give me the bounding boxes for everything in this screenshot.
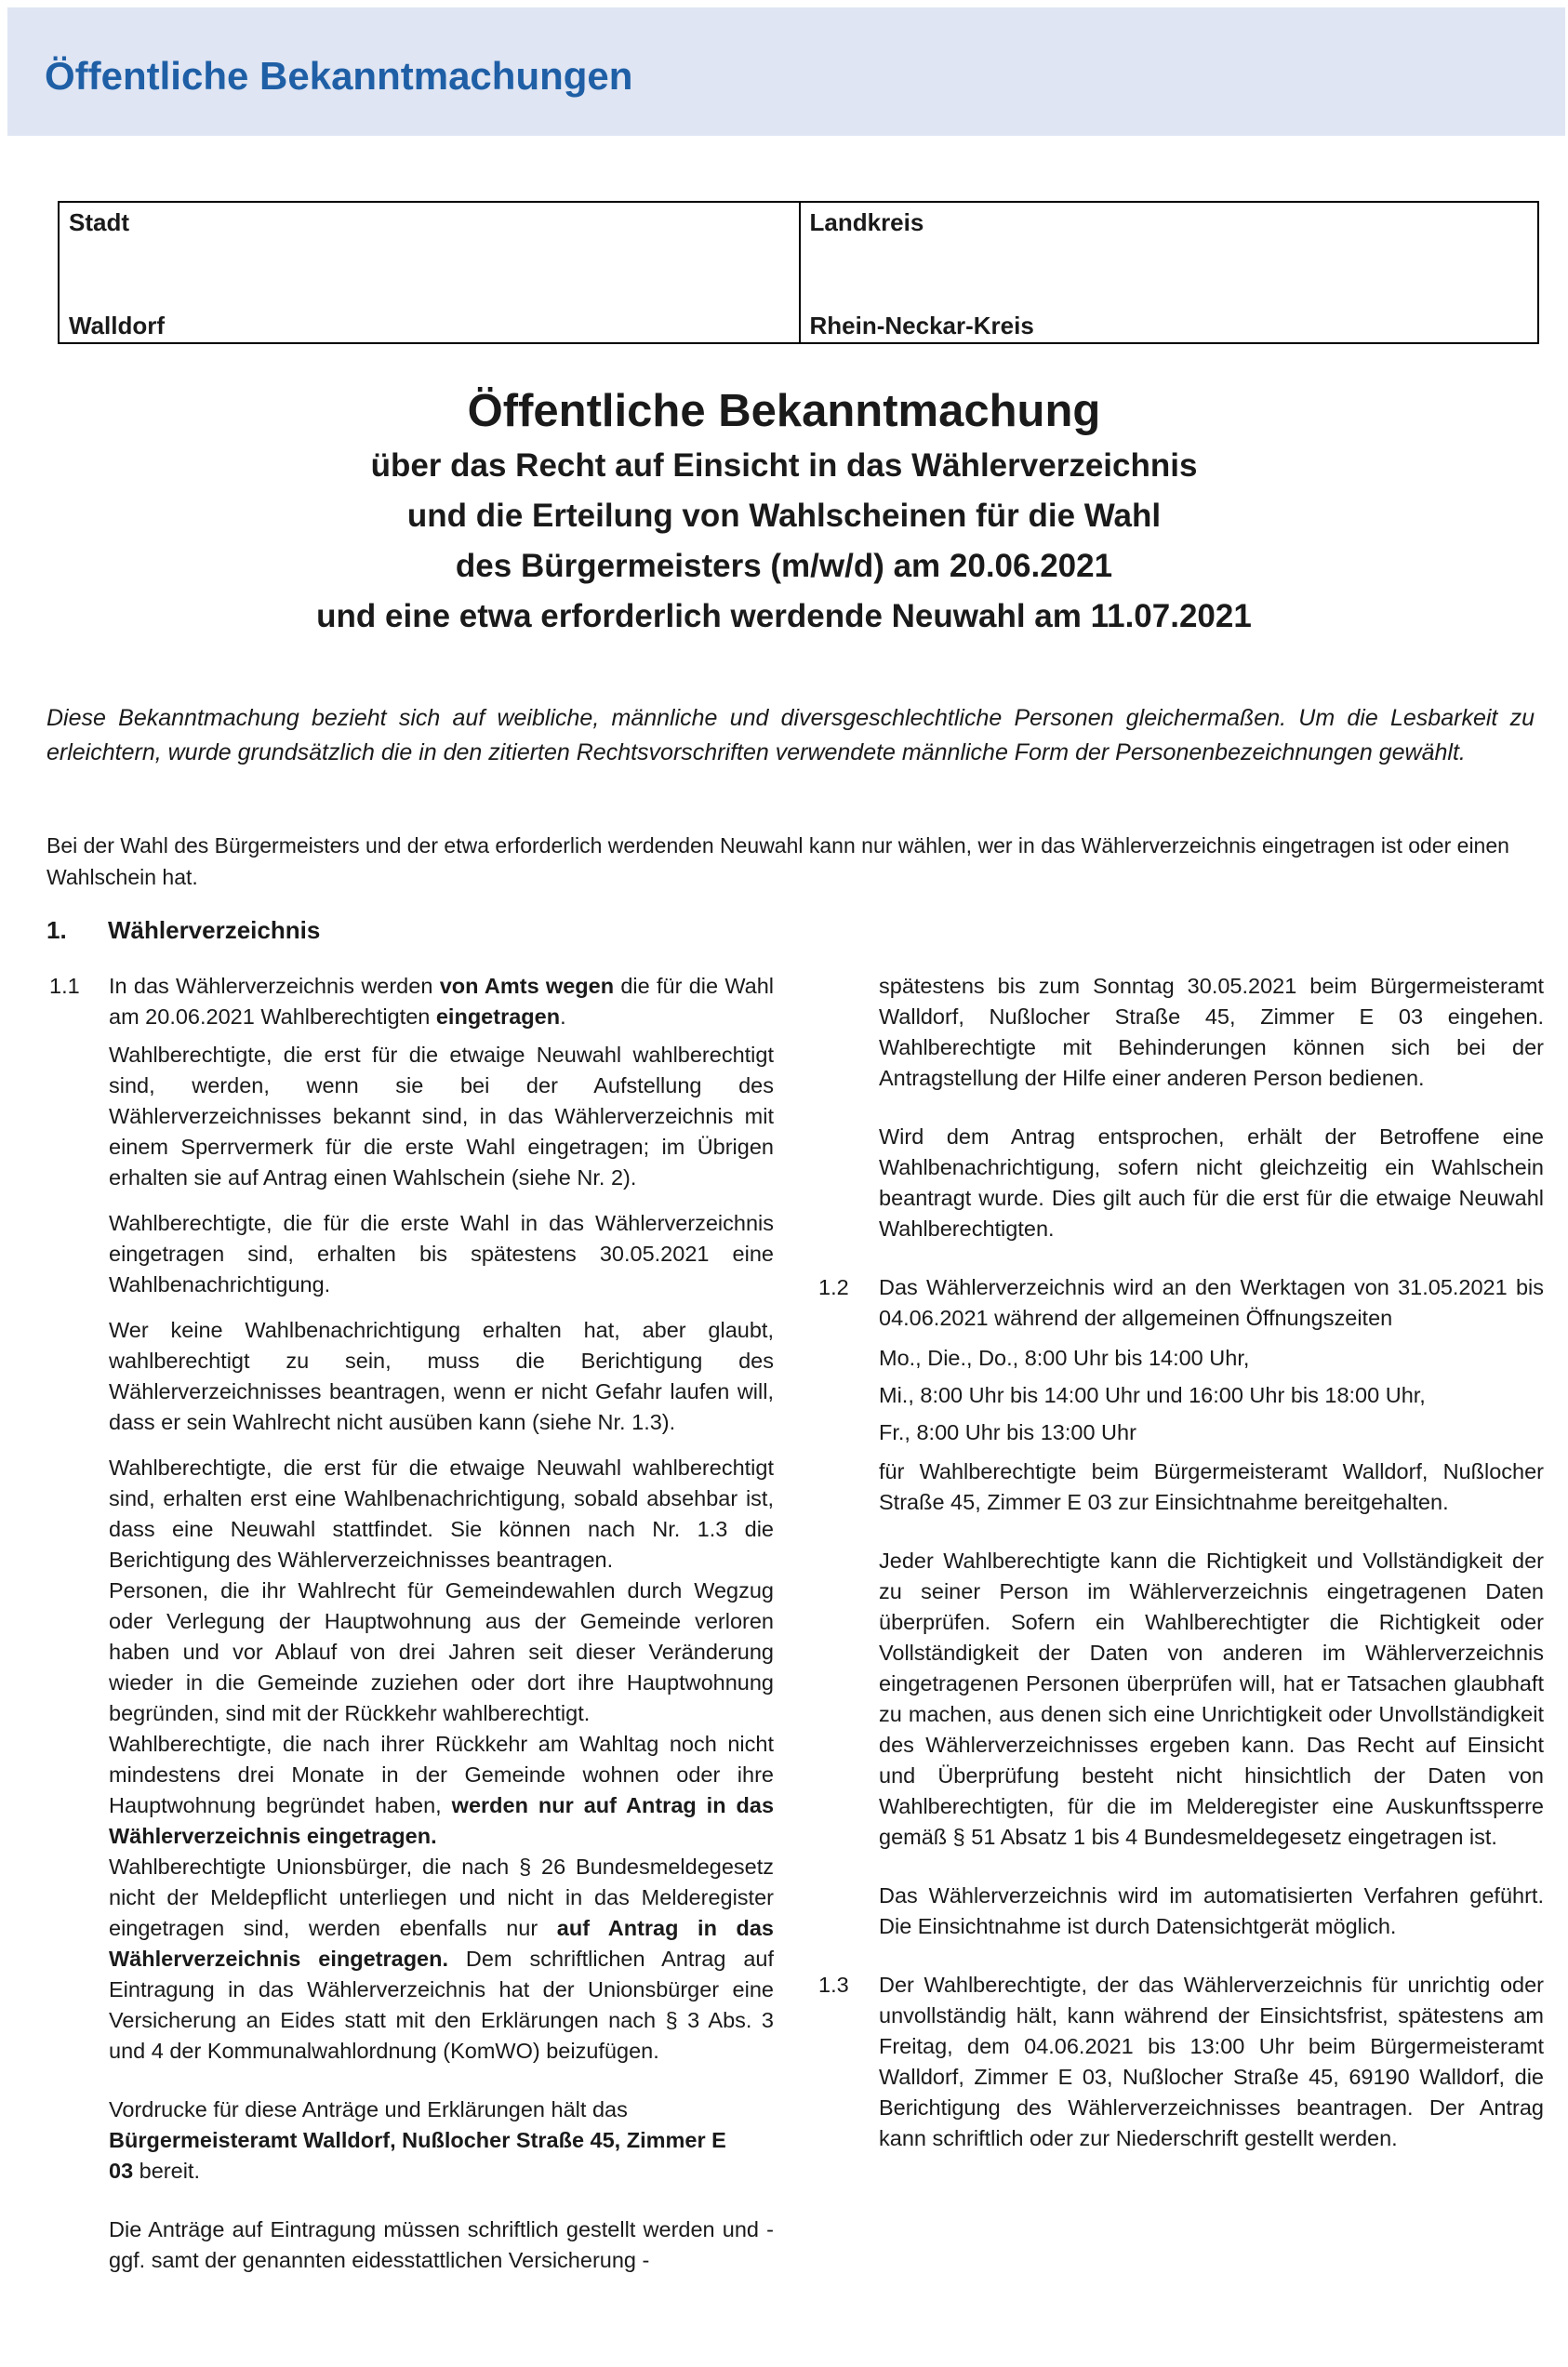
text-run: . [560,1004,566,1029]
right-column [818,971,1544,2169]
text-run: Vordrucke für diese Anträge und Erklärungen hält das [109,2097,628,2121]
text-run: Wahlberechtigte, die nach ihrer Rückkehr am Wahltag noch nicht mindestens drei Monate in der Gemeinde wohnen oder ihre Hauptwohnung begründet haben, [109,1732,774,1817]
item-number-1-2: 1.2 [818,1275,849,1299]
header-banner [7,7,1565,136]
notice-title-block [0,381,1568,642]
bold-run: von Amts wegen [439,974,615,998]
district-label: Landkreis [809,208,924,236]
paragraph [109,1729,774,1852]
city-label: Stadt [69,208,129,236]
paragraph: Das Wählerverzeichnis wird im automatisierten Verfahren geführt. Die Einsichtnahme ist durch Datensichtgerät möglich. [879,1883,1544,1938]
notice-title: Öffentliche Bekanntmachung [467,386,1101,436]
paragraph: Jeder Wahlberechtigte kann die Richtigkeit und Vollständigkeit der zu seiner Person im Wählerverzeichnis eingetragenen Daten überprüfen. Sofern ein Wahlberechtigter die Richtigkeit oder Vollständigkeit der Daten von anderen im Wählerverzeichnis eingetragenen Personen überprüfen will, hat er Tatsachen glaubhaft zu machen, aus denen sich eine Unrichtigkeit oder Unvollständigkeit des Wählerverzeichnisses ergeben kann. Das Recht auf Einsicht und Überprüfung besteht nicht hinsichtlich der Daten von Wahlberechtigten, für die im Melderegister eine Auskunftssperre gemäß § 51 Absatz 1 bis 4 Bundesmeldegesetz eingetragen ist. [879,1549,1544,1849]
text-run: In das Wählerverzeichnis werden [109,974,440,998]
paragraph: für Wahlberechtigte beim Bürgermeisteramt Walldorf, Nußlocher Straße 45, Zimmer E 03 zur Einsichtnahme bereitgehalten. [879,1459,1544,1514]
banner-title: Öffentliche Bekanntmachungen [45,54,633,98]
paragraph: Wird dem Antrag entsprochen, erhält der Betroffene eine Wahlbenachrichtigung, sofern nicht gleichzeitig ein Wahlschein beantragt wurde. Dies gilt auch für die erst für die etwaige Neuwahl Wahlberechtigten. [879,1124,1544,1241]
paragraph [109,2094,751,2187]
paragraph-1-1 [49,971,775,1032]
city-cell [60,203,799,342]
intro-paragraph: Bei der Wahl des Bürgermeisters und der etwa erforderlich werdenden Neuwahl kann nur wählen, wer in das Wählerverzeichnis eingetragen ist oder einen Wahlschein hat. [47,833,1509,889]
hours-line: Fr., 8:00 Uhr bis 13:00 Uhr [879,1420,1136,1444]
paragraph-1-3 [818,1970,1544,2154]
notice-subtitle-line-4: und eine etwa erforderlich werdende Neuwahl am 11.07.2021 [316,598,1252,634]
district-value: Rhein-Neckar-Kreis [809,312,1034,339]
text-run: Dem schriftlichen Antrag auf Eintragung in das Wählerverzeichnis hat der Unionsbürger eine Versicherung an Eides statt mit den Erklärungen nach § 3 Abs. 3 und 4 der Kommunalwahlordnung (KomWO) beizufügen. [109,1947,774,2063]
notice-subtitle-line-2: und die Erteilung von Wahlscheinen für die Wahl [406,498,1162,534]
notice-subtitle-line-3: des Bürgermeisters (m/w/d) am 20.06.2021 [455,548,1113,584]
hours-line: Mo., Die., Do., 8:00 Uhr bis 14:00 Uhr, [879,1346,1250,1370]
bold-run: eingetragen [435,1004,561,1029]
gender-note: Diese Bekanntmachung bezieht sich auf weibliche, männliche und diversgeschlechtliche Personen gleichermaßen. Um die Lesbarkeit zu erleichtern, wurde grundsätzlich die in den zitierten Rechtsvorschriften verwendete männliche Form der Personenbezeichnungen gewählt. [47,705,1535,765]
section-title: Wählerverzeichnis [108,916,321,944]
left-column [49,971,775,2291]
section-number: 1. [47,916,67,944]
paragraph: Wahlberechtigte, die für die erste Wahl in das Wählerverzeichnis eingetragen sind, erhalten bis spätestens 30.05.2021 eine Wahlbenachrichtigung. [109,1211,774,1297]
text-run: Der Wahlberechtigte, der das Wählerverzeichnis für unrichtig oder unvollständig hält, kann während der Einsichtsfrist, spätestens am Freitag, dem 04.06.2021 bis 13:00 Uhr beim Bürgermeisteramt Walldorf, Zimmer E 03, Nußlocher Straße 45, 69190 Walldorf, die Berichtigung des Wählerverzeichnisses beantragen. Der Antrag kann schriftlich oder zur Niederschrift gestellt werden. [879,1973,1544,2150]
paragraph: Personen, die ihr Wahlrecht für Gemeindewahlen durch Wegzug oder Verlegung der Hauptwohnung aus der Gemeinde verloren haben und vor Ablauf von drei Jahren seit dieser Veränderung wieder in die Gemeinde zuziehen oder dort ihre Hauptwohnung begründen, sind mit der Rückkehr wahlberechtigt. [109,1578,774,1725]
text-run: Wahlberechtigte Unionsbürger, die nach § 26 Bundesmeldegesetz nicht der Meldepflicht unterliegen und nicht in das Melderegister eingetragen sind, werden ebenfalls nur [109,1855,774,1940]
item-number-1-1: 1.1 [49,974,80,998]
city-value: Walldorf [69,312,166,339]
text-run: Das Wählerverzeichnis wird an den Werktagen von 31.05.2021 bis 04.06.2021 während der allgemeinen Öffnungszeiten [879,1275,1544,1330]
bold-run: Bürgermeisteramt Walldorf, Nußlocher Straße 45, Zimmer E 03 [109,2128,726,2183]
item-number-1-3: 1.3 [818,1973,849,1997]
bold-run: werden nur auf Antrag in das Wählerverzeichnis eingetragen. [109,1793,775,1848]
text-run: die für die Wahl am 20.06.2021 Wahlberechtigten [109,974,775,1029]
hours-line: Mi., 8:00 Uhr bis 14:00 Uhr und 16:00 Uhr bis 18:00 Uhr, [879,1383,1426,1407]
municipality-table [58,201,1539,344]
paragraph [109,1852,774,2067]
opening-hours [879,1339,1544,1451]
text-run: bereit. [133,2159,200,2183]
paragraph: Wahlberechtigte, die erst für die etwaige Neuwahl wahlberechtigt sind, werden, wenn sie bei der Aufstellung des Wählerverzeichnisses bekannt sind, in das Wählerverzeichnis mit einem Sperrvermerk für die erste Wahl eingetragen; im Übrigen erhalten sie auf Antrag einen Wahlschein (siehe Nr. 2). [109,1043,774,1190]
district-cell [799,203,1538,342]
section-heading [47,916,320,945]
paragraph-1-2 [818,1272,1544,1334]
paragraph: Wahlberechtigte, die erst für die etwaige Neuwahl wahlberechtigt sind, erhalten erst eine Wahlbenachrichtigung, sobald absehbar ist, dass eine Neuwahl stattfindet. Sie können nach Nr. 1.3 die Berichtigung des Wählerverzeichnisses beantragen. [109,1456,774,1572]
paragraph: Die Anträge auf Eintragung müssen schriftlich gestellt werden und - ggf. samt der genannten eidesstattlichen Versicherung - [109,2217,774,2272]
bold-run: auf Antrag in das Wählerverzeichnis eingetragen. [109,1916,774,1971]
paragraph: spätestens bis zum Sonntag 30.05.2021 beim Bürgermeisteramt Walldorf, Nußlocher Straße 45, Zimmer E 03 eingehen. Wahlberechtigte mit Behinderungen können sich bei der Antragstellung der Hilfe einer anderen Person bedienen. [879,974,1544,1090]
paragraph: Wer keine Wahlbenachrichtigung erhalten hat, aber glaubt, wahlberechtigt zu sein, muss die Berichtigung des Wählerverzeichnisses beantragen, wenn er nicht Gefahr laufen will, dass er sein Wahlrecht nicht ausüben kann (siehe Nr. 1.3). [109,1318,774,1434]
notice-subtitle-line-1: über das Recht auf Einsicht in das Wählerverzeichnis [370,447,1198,484]
